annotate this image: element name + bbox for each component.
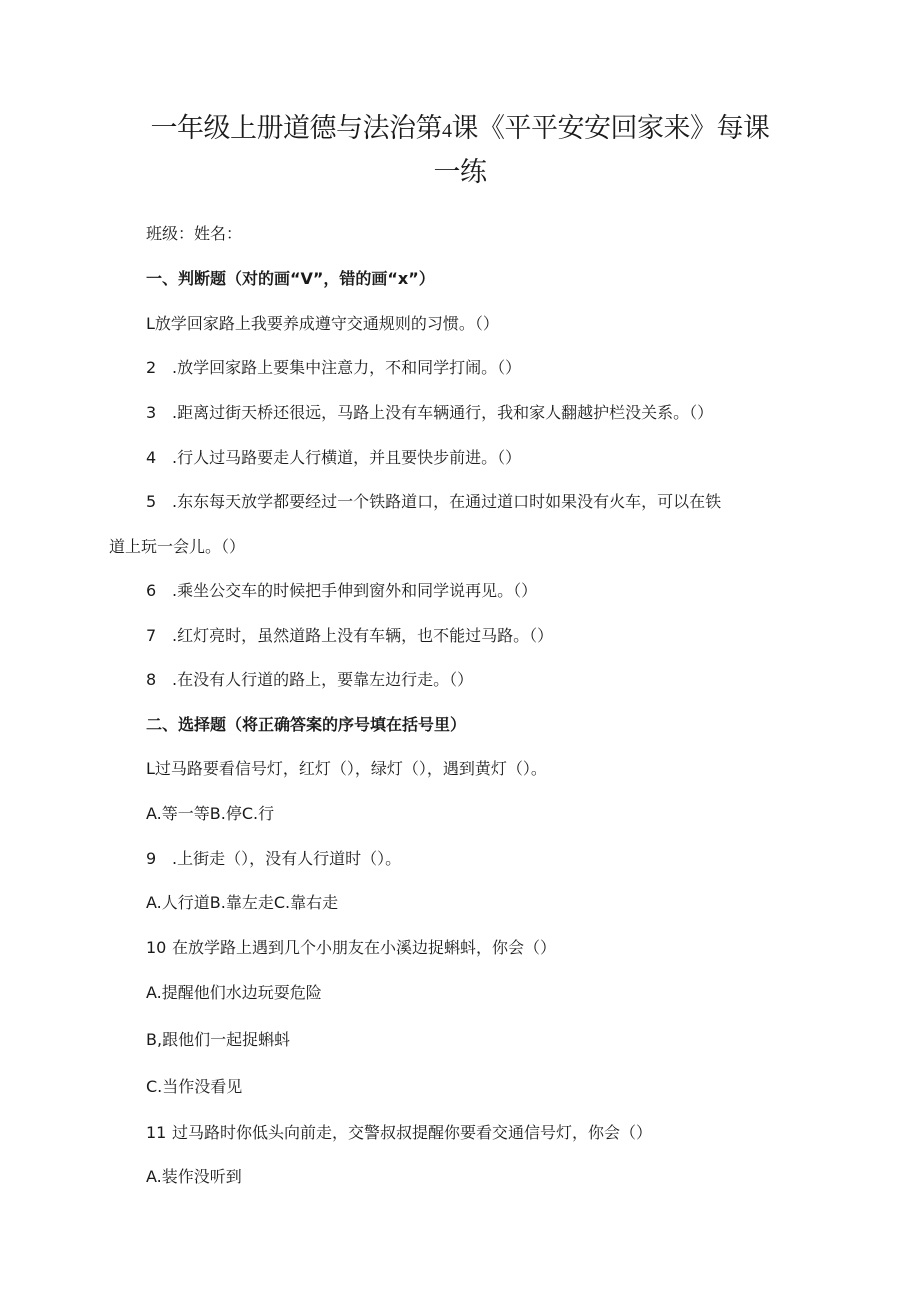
item-number: 6 xyxy=(146,581,157,600)
item-text: 在放学路上遇到几个小朋友在小溪边捉蝌蚪，你会（） xyxy=(172,938,557,957)
item-text: 过马路时你低头向前走，交警叔叔提醒你要看交通信号灯，你会（） xyxy=(172,1123,653,1142)
title-line-2: 一练 xyxy=(433,157,487,188)
choice-item-9 xyxy=(146,848,401,870)
item-number: 7 xyxy=(146,626,157,645)
choice-option-11-a xyxy=(146,1166,242,1188)
item-number: 5 xyxy=(146,492,157,511)
choice-option-10-c xyxy=(146,1076,242,1098)
title-part-b: 课《平平安安回家来》每课 xyxy=(451,113,770,144)
judgement-item-8 xyxy=(146,669,473,691)
item-text: A.人行道B.靠左走C.靠右走 xyxy=(146,893,339,912)
judgement-item-7 xyxy=(146,625,553,647)
item-text: A.提醒他们水边玩耍危险 xyxy=(146,983,322,1002)
judgement-item-4 xyxy=(146,447,521,469)
item-number: 4 xyxy=(146,448,157,467)
choice-option-10-b xyxy=(146,1029,290,1051)
item-number: 8 xyxy=(146,670,157,689)
item-text: B,跟他们一起捉蝌蚪 xyxy=(146,1030,291,1049)
title-lesson-number: 4 xyxy=(442,120,452,142)
item-text: .放学回家路上要集中注意力，不和同学打闹。（） xyxy=(172,358,522,377)
item-number: 10 xyxy=(146,938,167,957)
item-text: 道上玩一会儿。（） xyxy=(109,537,246,556)
item-text: A.等一等B.停C.行 xyxy=(146,804,275,823)
item-text: .上街走（），没有人行道时（）。 xyxy=(172,849,402,868)
judgement-item-5 xyxy=(146,491,721,513)
section-1-heading: 一、判断题（对的画“V”，错的画“x”） xyxy=(146,269,435,288)
choice-item-10 xyxy=(146,937,556,959)
item-number: 9 xyxy=(146,849,157,868)
item-text: .乘坐公交车的时候把手伸到窗外和同学说再见。（） xyxy=(172,581,538,600)
item-text: A.装作没听到 xyxy=(146,1167,242,1186)
class-name-line: 班级：姓名： xyxy=(146,224,243,243)
choice-options-1 xyxy=(146,803,274,825)
title-line-1 xyxy=(120,108,800,152)
section-2-heading: 二、选择题（将正确答案的序号填在括号里） xyxy=(146,715,467,734)
judgement-item-6 xyxy=(146,580,537,602)
judgement-item-2 xyxy=(146,357,521,379)
document-title xyxy=(120,108,800,194)
judgement-item-3 xyxy=(146,402,713,424)
item-text: .东东每天放学都要经过一个铁路道口，在通过道口时如果没有火车，可以在铁 xyxy=(172,492,722,511)
choice-options-9 xyxy=(146,892,338,914)
item-number: 2 xyxy=(146,358,157,377)
judgement-item-5-continued xyxy=(109,536,245,558)
choice-item-1 xyxy=(146,758,547,780)
item-text: L过马路要看信号灯，红灯（），绿灯（），遇到黄灯（）。 xyxy=(146,759,547,778)
choice-item-11 xyxy=(146,1122,652,1144)
title-part-a: 一年级上册道德与法治第 xyxy=(150,113,442,144)
item-text: .在没有人行道的路上，要靠左边行走。（） xyxy=(172,670,474,689)
item-text: .红灯亮时，虽然道路上没有车辆，也不能过马路。（） xyxy=(172,626,554,645)
judgement-item-1 xyxy=(146,313,499,335)
item-number: 3 xyxy=(146,403,157,422)
item-text: C.当作没看见 xyxy=(146,1077,243,1096)
item-text: .行人过马路要走人行横道，并且要快步前进。（） xyxy=(172,448,522,467)
choice-option-10-a xyxy=(146,982,322,1004)
item-text: L放学回家路上我要养成遵守交通规则的习惯。（） xyxy=(146,314,499,333)
item-number: 11 xyxy=(146,1123,167,1142)
item-text: .距离过街天桥还很远，马路上没有车辆通行，我和家人翻越护栏没关系。（） xyxy=(172,403,714,422)
